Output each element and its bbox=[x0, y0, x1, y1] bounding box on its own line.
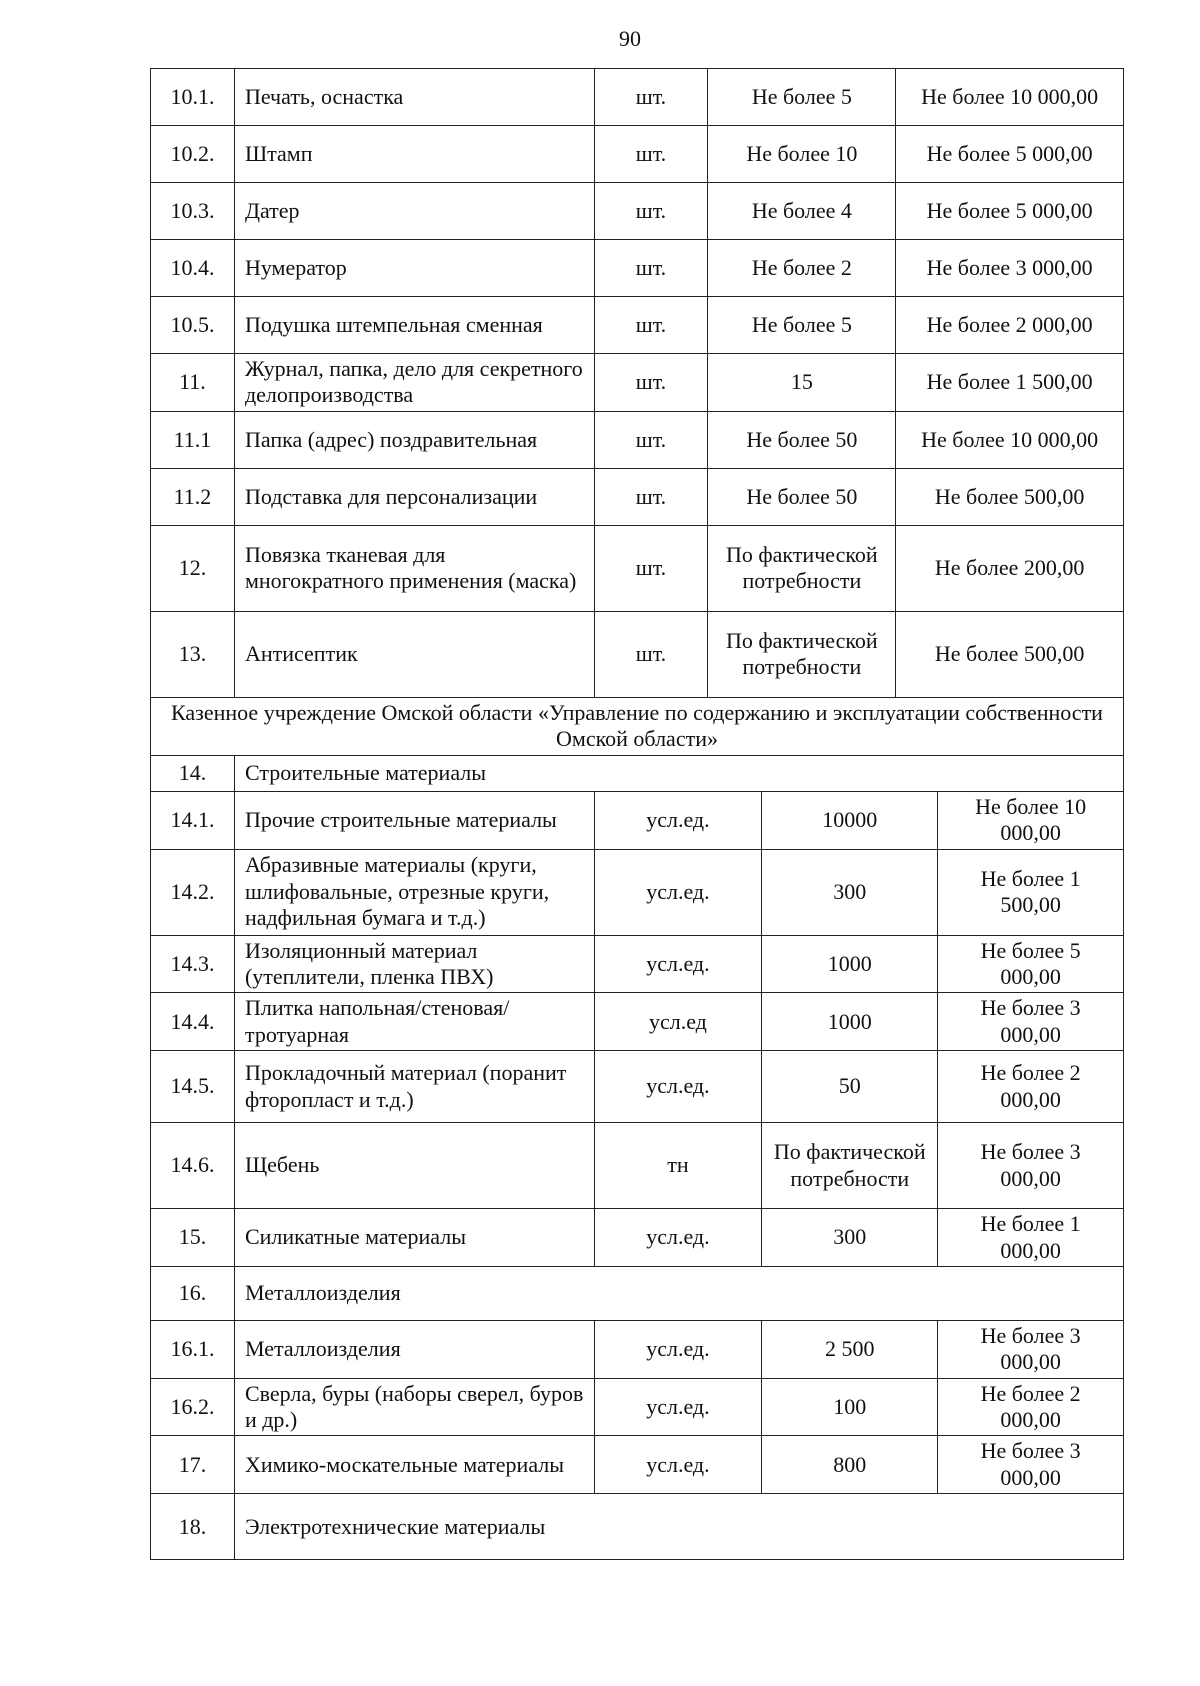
item-quantity: 100 bbox=[762, 1378, 938, 1436]
row-number: 17. bbox=[151, 1436, 235, 1494]
item-unit: усл.ед. bbox=[594, 1320, 762, 1378]
row-number: 11. bbox=[151, 354, 235, 412]
table-row bbox=[151, 240, 1124, 297]
item-unit: шт. bbox=[594, 69, 708, 126]
item-name: Папка (адрес) поздравительная bbox=[234, 411, 594, 468]
page-number: 90 bbox=[619, 26, 641, 51]
item-price: Не более 3 000,00 bbox=[938, 1123, 1124, 1209]
row-number: 10.1. bbox=[151, 69, 235, 126]
item-name: Прочие строительные материалы bbox=[234, 791, 594, 849]
table-row bbox=[151, 1209, 1124, 1267]
procurement-table-bottom bbox=[150, 791, 1124, 1560]
item-price: Не более 1 500,00 bbox=[938, 849, 1124, 935]
item-price: Не более 5 000,00 bbox=[896, 183, 1124, 240]
item-unit: шт. bbox=[594, 183, 708, 240]
table-row bbox=[151, 183, 1124, 240]
item-unit: шт. bbox=[594, 126, 708, 183]
table-row bbox=[151, 1051, 1124, 1123]
item-name: Прокладочный материал (поранит фторопласт и т.д.) bbox=[234, 1051, 594, 1123]
item-quantity: Не более 5 bbox=[708, 69, 896, 126]
row-number: 14.5. bbox=[151, 1051, 235, 1123]
section-header-row bbox=[151, 697, 1124, 755]
item-quantity: 300 bbox=[762, 1209, 938, 1267]
item-name: Подушка штемпельная сменная bbox=[234, 297, 594, 354]
item-name: Металлоизделия bbox=[234, 1320, 594, 1378]
item-quantity: По фактической потребности bbox=[708, 525, 896, 611]
item-name: Изоляционный материал (утеплители, пленка ПВХ) bbox=[234, 935, 594, 993]
table-row bbox=[151, 1436, 1124, 1494]
group-row bbox=[151, 1494, 1124, 1560]
item-price: Не более 2 000,00 bbox=[938, 1378, 1124, 1436]
item-quantity: Не более 10 bbox=[708, 126, 896, 183]
item-price: Не более 3 000,00 bbox=[896, 240, 1124, 297]
procurement-table-top bbox=[150, 68, 1124, 792]
item-name: Антисептик bbox=[234, 611, 594, 697]
item-quantity: 2 500 bbox=[762, 1320, 938, 1378]
row-number: 12. bbox=[151, 525, 235, 611]
table-row bbox=[151, 1320, 1124, 1378]
table-row bbox=[151, 354, 1124, 412]
item-quantity: 800 bbox=[762, 1436, 938, 1494]
item-unit: усл.ед bbox=[594, 993, 762, 1051]
item-name: Подставка для персонализации bbox=[234, 468, 594, 525]
item-price: Не более 5 000,00 bbox=[896, 126, 1124, 183]
group-row bbox=[151, 755, 1124, 791]
row-number: 15. bbox=[151, 1209, 235, 1267]
item-name: Плитка напольная/стеновая/тротуарная bbox=[234, 993, 594, 1051]
item-price: Не более 10 000,00 bbox=[938, 791, 1124, 849]
item-name: Повязка тканевая для многократного применения (маска) bbox=[234, 525, 594, 611]
item-unit: усл.ед. bbox=[594, 935, 762, 993]
group-title: Электротехнические материалы bbox=[234, 1494, 1123, 1560]
item-name: Силикатные материалы bbox=[234, 1209, 594, 1267]
item-unit: усл.ед. bbox=[594, 1209, 762, 1267]
item-quantity: 1000 bbox=[762, 935, 938, 993]
table-row bbox=[151, 993, 1124, 1051]
item-quantity: 300 bbox=[762, 849, 938, 935]
item-price: Не более 1 500,00 bbox=[896, 354, 1124, 412]
item-quantity: Не более 50 bbox=[708, 411, 896, 468]
table-row bbox=[151, 525, 1124, 611]
item-price: Не более 2 000,00 bbox=[938, 1051, 1124, 1123]
item-price: Не более 10 000,00 bbox=[896, 69, 1124, 126]
row-number: 14.2. bbox=[151, 849, 235, 935]
table-row bbox=[151, 297, 1124, 354]
item-price: Не более 200,00 bbox=[896, 525, 1124, 611]
row-number: 11.2 bbox=[151, 468, 235, 525]
row-number: 10.4. bbox=[151, 240, 235, 297]
table-row bbox=[151, 935, 1124, 993]
item-price: Не более 500,00 bbox=[896, 611, 1124, 697]
item-unit: усл.ед. bbox=[594, 791, 762, 849]
row-number: 14.3. bbox=[151, 935, 235, 993]
row-number: 14.4. bbox=[151, 993, 235, 1051]
table-row bbox=[151, 69, 1124, 126]
table-row bbox=[151, 411, 1124, 468]
item-price: Не более 3 000,00 bbox=[938, 993, 1124, 1051]
item-unit: тн bbox=[594, 1123, 762, 1209]
item-name: Химико-москательные материалы bbox=[234, 1436, 594, 1494]
group-title: Строительные материалы bbox=[234, 755, 1123, 791]
item-unit: усл.ед. bbox=[594, 1051, 762, 1123]
row-number: 10.2. bbox=[151, 126, 235, 183]
item-quantity: 15 bbox=[708, 354, 896, 412]
item-quantity: 50 bbox=[762, 1051, 938, 1123]
row-number: 16. bbox=[151, 1266, 235, 1320]
group-title: Металлоизделия bbox=[234, 1266, 1123, 1320]
item-price: Не более 2 000,00 bbox=[896, 297, 1124, 354]
item-price: Не более 3 000,00 bbox=[938, 1436, 1124, 1494]
row-number: 18. bbox=[151, 1494, 235, 1560]
item-name: Щебень bbox=[234, 1123, 594, 1209]
row-number: 16.2. bbox=[151, 1378, 235, 1436]
item-quantity: Не более 50 bbox=[708, 468, 896, 525]
row-number: 10.3. bbox=[151, 183, 235, 240]
item-name: Нумератор bbox=[234, 240, 594, 297]
item-quantity: 1000 bbox=[762, 993, 938, 1051]
item-name: Датер bbox=[234, 183, 594, 240]
item-unit: усл.ед. bbox=[594, 849, 762, 935]
section-title: Казенное учреждение Омской области «Управление по содержанию и эксплуатации собственности Омской области» bbox=[151, 697, 1124, 755]
item-price: Не более 500,00 bbox=[896, 468, 1124, 525]
item-price: Не более 1 000,00 bbox=[938, 1209, 1124, 1267]
item-name: Абразивные материалы (круги, шлифовальные, отрезные круги, надфильная бумага и т.д.) bbox=[234, 849, 594, 935]
item-quantity: 10000 bbox=[762, 791, 938, 849]
item-unit: шт. bbox=[594, 525, 708, 611]
item-unit: усл.ед. bbox=[594, 1378, 762, 1436]
item-price: Не более 3 000,00 bbox=[938, 1320, 1124, 1378]
item-name: Журнал, папка, дело для секретного делопроизводства bbox=[234, 354, 594, 412]
item-quantity: Не более 4 bbox=[708, 183, 896, 240]
item-unit: усл.ед. bbox=[594, 1436, 762, 1494]
item-quantity: Не более 5 bbox=[708, 297, 896, 354]
table-row bbox=[151, 1123, 1124, 1209]
item-name: Сверла, буры (наборы сверел, буров и др.) bbox=[234, 1378, 594, 1436]
row-number: 14. bbox=[151, 755, 235, 791]
table-row bbox=[151, 126, 1124, 183]
table-row bbox=[151, 1378, 1124, 1436]
item-unit: шт. bbox=[594, 297, 708, 354]
item-quantity: По фактической потребности bbox=[708, 611, 896, 697]
table-row bbox=[151, 611, 1124, 697]
item-unit: шт. bbox=[594, 354, 708, 412]
row-number: 10.5. bbox=[151, 297, 235, 354]
row-number: 11.1 bbox=[151, 411, 235, 468]
item-quantity: Не более 2 bbox=[708, 240, 896, 297]
table-row bbox=[151, 468, 1124, 525]
group-row bbox=[151, 1266, 1124, 1320]
item-unit: шт. bbox=[594, 411, 708, 468]
row-number: 13. bbox=[151, 611, 235, 697]
item-name: Печать, оснастка bbox=[234, 69, 594, 126]
item-quantity: По фактической потребности bbox=[762, 1123, 938, 1209]
item-price: Не более 5 000,00 bbox=[938, 935, 1124, 993]
item-unit: шт. bbox=[594, 468, 708, 525]
item-unit: шт. bbox=[594, 240, 708, 297]
item-name: Штамп bbox=[234, 126, 594, 183]
row-number: 14.1. bbox=[151, 791, 235, 849]
row-number: 14.6. bbox=[151, 1123, 235, 1209]
item-unit: шт. bbox=[594, 611, 708, 697]
row-number: 16.1. bbox=[151, 1320, 235, 1378]
item-price: Не более 10 000,00 bbox=[896, 411, 1124, 468]
table-row bbox=[151, 791, 1124, 849]
table-row bbox=[151, 849, 1124, 935]
